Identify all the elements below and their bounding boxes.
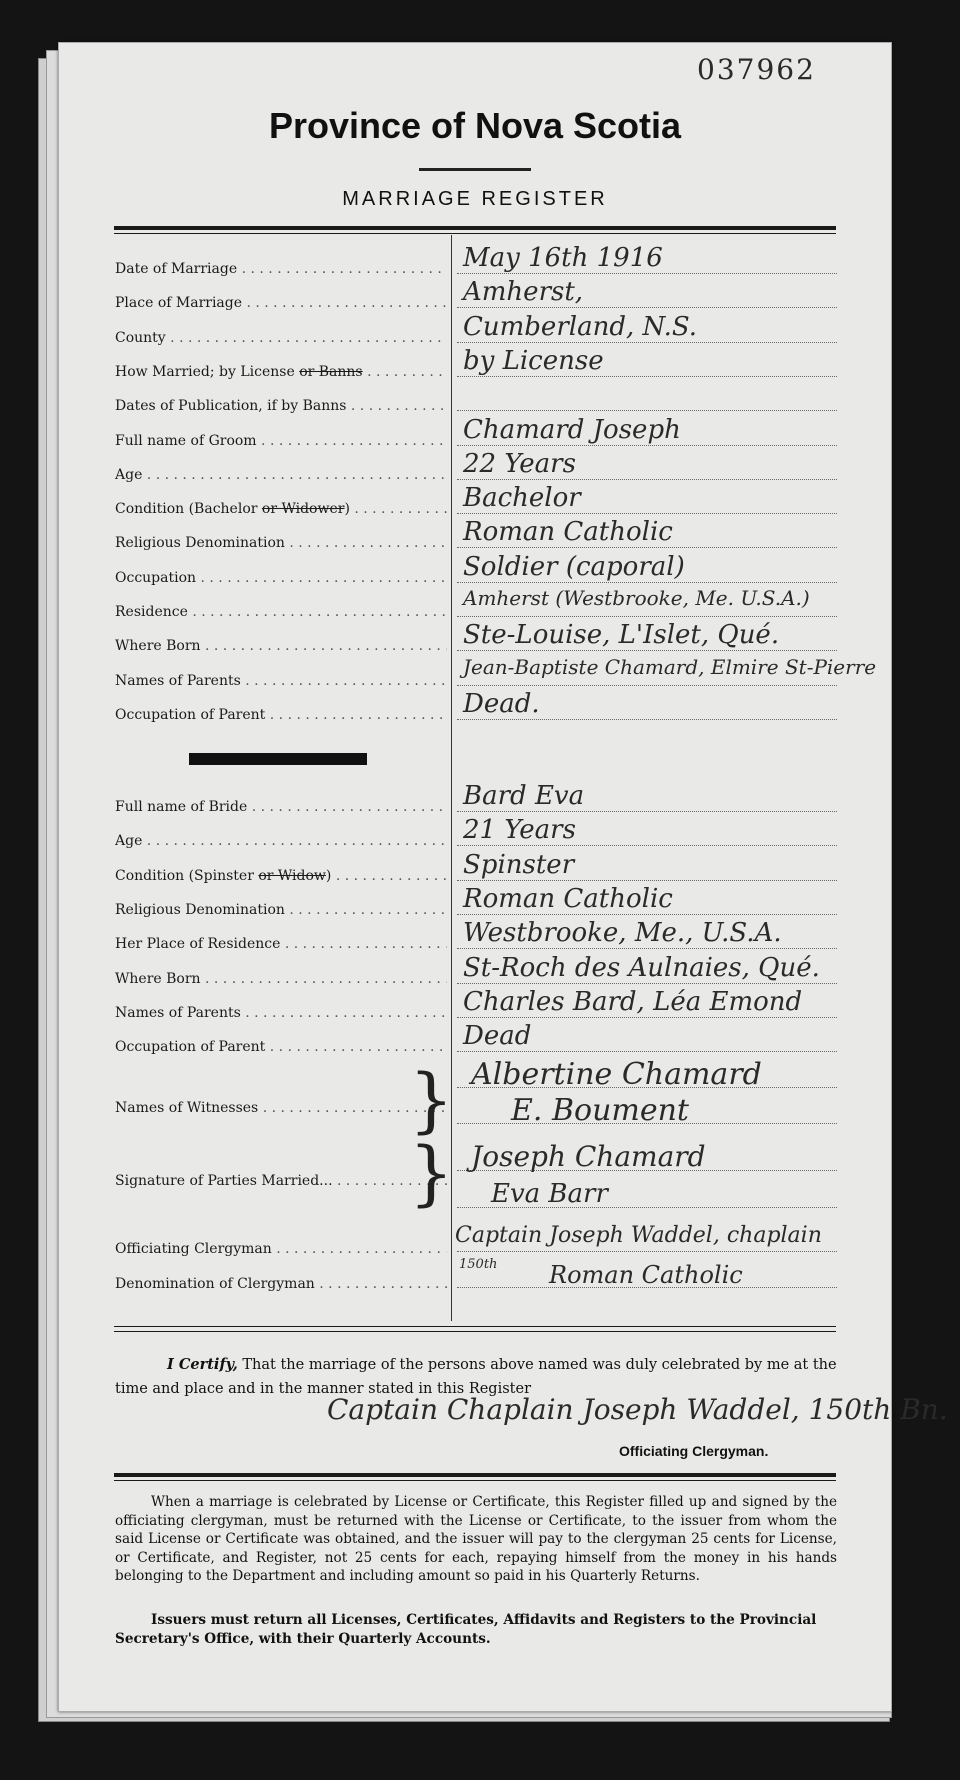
bride-field-label-1 <box>115 833 447 849</box>
denomination-clergy-value: Roman Catholic <box>549 1261 743 1289</box>
clergyman-label: Officiating Clergyman . . . <box>115 1241 447 1257</box>
denomination-clergy-label: Denomination of Clergyman . . . <box>115 1276 447 1292</box>
bride-field-value-3: Roman Catholic <box>463 883 673 914</box>
groom-field-label-2 <box>115 330 447 346</box>
field-label-text: Condition (Spinster <box>115 867 259 884</box>
witness-1: Albertine Chamard <box>471 1057 762 1092</box>
groom-field-label-9 <box>115 570 447 586</box>
footer-paragraph <box>115 1493 837 1586</box>
bride-field-value-1: 21 Years <box>463 815 576 846</box>
groom-field-value-6: 22 Years <box>463 448 576 479</box>
groom-field-value-9: Soldier (caporal) <box>463 551 685 582</box>
field-label-text: Age <box>115 466 143 483</box>
groom-field-value-2: Cumberland, N.S. <box>463 311 697 342</box>
page-subtitle: MARRIAGE REGISTER <box>342 188 608 210</box>
field-label-text: Condition (Bachelor <box>115 501 262 518</box>
field-label-text: Full name of Bride <box>115 799 248 815</box>
bride-field-label-0 <box>115 799 447 815</box>
certify-lead: I Certify, <box>167 1356 238 1373</box>
groom-field-value-10: Amherst (Westbrooke, Me. U.S.A.) <box>463 586 810 610</box>
clergyman-value: Captain Joseph Waddel, chaplain <box>455 1223 822 1248</box>
struck-label-text: or Widow <box>258 867 326 884</box>
field-label-text: Full name of Groom <box>115 432 257 449</box>
bride-field-label-3 <box>115 902 447 918</box>
footer-notice <box>115 1611 837 1648</box>
groom-field-label-1 <box>115 295 447 311</box>
title-rule <box>419 168 531 171</box>
header-rule <box>114 226 836 230</box>
bride-field-value-0: Bard Eva <box>463 781 585 811</box>
field-label-text: Residence <box>115 604 188 620</box>
certificate-signature-title: Officiating Clergyman. <box>619 1443 769 1459</box>
groom-field-label-13 <box>115 707 447 723</box>
groom-field-label-10 <box>115 604 447 620</box>
groom-field-value-3: by License <box>463 345 604 376</box>
witnesses-brace: } <box>409 1059 454 1141</box>
bride-field-value-5: St-Roch des Aulnaies, Qué. <box>463 952 820 983</box>
witness-2: E. Boument <box>511 1093 689 1128</box>
field-label-text: Age <box>115 833 143 850</box>
field-label-text: Place of Marriage <box>115 295 243 312</box>
certificate-signature: Captain Chaplain Joseph Waddel, 150th Bn. <box>327 1393 948 1426</box>
groom-field-line-4 <box>457 388 837 411</box>
groom-field-value-1: Amherst, <box>463 277 584 308</box>
footer-paragraph-text: When a marriage is celebrated by License or Certificate, this Register filled up and signed by the officiating clergyman, must be returned with the License or Certificate, to the issuer from whom the said License or Certificate was obtained, and the issuer will pay to the clergyman 25 cents for License, or Certificate, and Register, not 25 cents for each, repaying himself from the money in his hands belonging to the Department and including amount so paid in his Quarterly Returns. <box>115 1494 837 1585</box>
bride-field-value-6: Charles Bard, Léa Emond <box>463 986 803 1017</box>
field-label-text: Where Born <box>115 970 201 987</box>
groom-field-value-12: Jean-Baptiste Chamard, Elmire St-Pierre <box>463 654 877 679</box>
groom-field-value-5: Chamard Joseph <box>463 414 681 445</box>
cert-rule-2 <box>114 1331 836 1332</box>
field-label-text: Occupation <box>115 569 197 586</box>
struck-label-text: or Widower <box>261 501 345 518</box>
bride-field-label-2 <box>115 868 447 884</box>
witnesses-label: Names of Witnesses . . . <box>115 1100 447 1116</box>
field-label-text: ) <box>325 867 332 884</box>
signatures-label: Signature of Parties Married... . . . <box>115 1173 447 1189</box>
field-label-text: How Married; by License <box>115 363 300 380</box>
register-page <box>58 42 948 1712</box>
field-label-text: Religious Denomination <box>115 901 285 918</box>
bride-field-value-2: Spinster <box>463 849 575 880</box>
field-label-text: Names of Parents <box>115 672 241 689</box>
cert-rule-1 <box>114 1326 836 1327</box>
field-label-text: Where Born <box>115 638 201 655</box>
field-label-text: County <box>115 329 166 346</box>
groom-field-label-0 <box>115 261 447 277</box>
bride-field-label-7 <box>115 1039 447 1055</box>
field-label-text: Dates of Publication, if by Banns <box>115 398 347 415</box>
groom-field-label-7 <box>115 501 447 517</box>
field-label-text: Names of Parents <box>115 1004 241 1021</box>
bride-field-label-4 <box>115 936 447 952</box>
groom-field-label-8 <box>115 535 447 551</box>
groom-signature: Joseph Chamard <box>471 1140 706 1173</box>
battalion-note: 150th <box>459 1257 498 1272</box>
footer-rule-thin <box>114 1480 836 1481</box>
bride-field-value-4: Westbrooke, Me., U.S.A. <box>463 918 782 949</box>
groom-field-label-6 <box>115 467 447 483</box>
bride-field-label-6 <box>115 1005 447 1021</box>
groom-field-label-4 <box>115 398 447 414</box>
field-label-text: Her Place of Residence <box>115 936 281 953</box>
signatures-brace: } <box>409 1132 454 1214</box>
bride-field-value-7: Dead <box>463 1021 532 1052</box>
bride-field-label-5 <box>115 971 447 987</box>
field-label-text: Date of Marriage <box>115 261 238 277</box>
groom-field-value-0: May 16th 1916 <box>463 243 663 273</box>
field-label-text: Religious Denomination <box>115 535 285 552</box>
groom-field-value-8: Roman Catholic <box>463 517 673 548</box>
field-label-text: Occupation of Parent <box>115 1039 266 1056</box>
groom-field-value-7: Bachelor <box>463 483 581 514</box>
groom-field-label-3 <box>115 364 447 380</box>
footer-rule <box>114 1473 836 1477</box>
groom-field-label-12 <box>115 673 447 689</box>
field-label-text: ) <box>344 501 350 518</box>
page-title: Province of Nova Scotia <box>268 105 682 146</box>
certify-body: That the marriage of the persons above named was duly celebrated by me at the time and place and in the manner stated in this Register <box>115 1357 837 1397</box>
bride-signature: Eva Barr <box>491 1179 608 1209</box>
section-divider-bar <box>189 753 367 765</box>
groom-field-label-5 <box>115 433 447 449</box>
groom-field-value-13: Dead. <box>463 688 540 719</box>
field-label-text: Occupation of Parent <box>115 706 266 723</box>
groom-field-value-11: Ste-Louise, L'Islet, Qué. <box>463 620 780 651</box>
struck-label-text: or Banns <box>299 363 363 380</box>
footer-notice-text: Issuers must return all Licenses, Certificates, Affidavits and Registers to the Provincial Secretary's Office, with their Quarterly Accounts. <box>115 1612 817 1647</box>
header-rule-thin <box>114 233 836 234</box>
stamp-number: 037962 <box>697 53 816 86</box>
groom-field-label-11 <box>115 638 447 654</box>
